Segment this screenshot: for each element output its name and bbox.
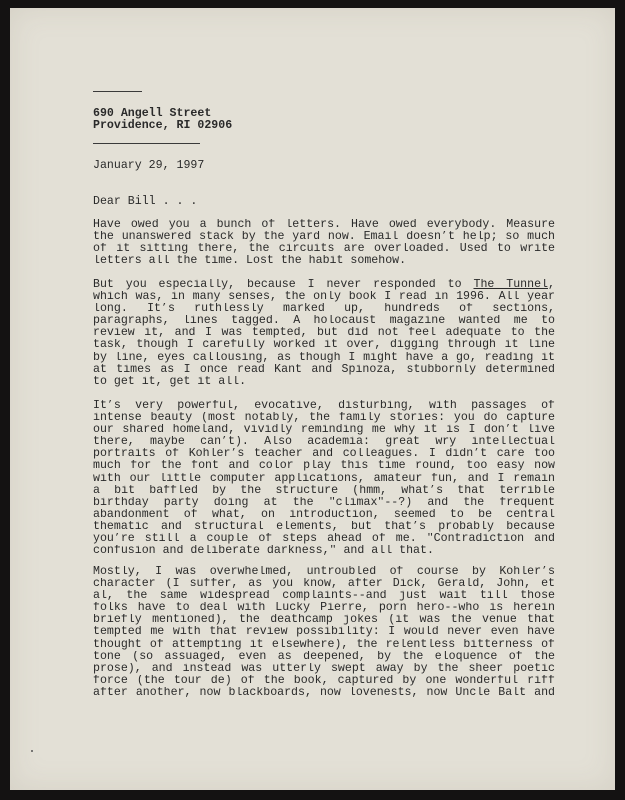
address-city: Providence, RI 02906 — [93, 119, 233, 132]
paragraph-line: character (I suffer, as you know, after Dick, Gerald, John, et — [93, 578, 555, 591]
paragraph-line: to get it, get it all. — [93, 375, 247, 388]
paragraph-line: you’re still a couple of steps ahead of me. "Contradiction and — [93, 533, 555, 546]
paragraph-line: briefly mentioned), the deathcamp jokes (it was the venue that — [93, 614, 555, 627]
book-title: The Tunnel — [473, 279, 549, 291]
paragraph-line: It’s very powerful, evocative, disturbing, with passages of — [93, 400, 555, 412]
paragraph-line: abandonment of what, on introduction, seemed to be central — [93, 508, 555, 521]
paragraph-line: folks have to deal with Lucky Pierre, porn hero--who is herein — [93, 602, 555, 615]
paragraph-line: Have owed you a bunch of letters. Have owed everybody. Measure — [93, 219, 555, 231]
paragraph-line: letters all the time. Lost the habit somehow. — [93, 255, 407, 268]
paragraph-line: at times as I once read Kant and Spinoza, stubbornly determined — [93, 363, 555, 376]
paragraph-line: our shared homeland, vividly reminding me why it is I don’t live — [93, 424, 555, 437]
paragraph-line: al, the same widespread complaints--and just wait till those — [93, 590, 555, 603]
paragraph-line: which was, in many senses, the only book I read in 1996. All year — [93, 291, 555, 304]
paragraph-line: birthday party doing at the "climax"--?) and the frequent — [93, 496, 555, 509]
paragraph-line: prose), and instead was utterly swept away by the sheer poetic — [93, 662, 555, 675]
paragraph-line: a bit baffled by the structure (hmm, what’s that terrible — [93, 484, 555, 497]
paragraph-3 — [93, 400, 555, 557]
paragraph-1 — [93, 219, 555, 267]
paragraph-text: , — [548, 279, 555, 291]
paragraph-text: But you especially, because I never responded to — [93, 279, 462, 291]
paragraph-line: thematic and structural elements, but that’s probably because — [93, 520, 555, 533]
paragraph-line: tempted me with that review possibility: I would never even have — [93, 626, 555, 639]
letter-page — [10, 8, 615, 790]
paragraph-line: long. It’s ruthlessly marked up, hundreds of sections, — [93, 303, 555, 316]
paragraph-line: tone (so assuaged, even as deepened, by the eloquence of the — [93, 650, 555, 663]
paragraph-line: force (the tour de) of the book, captured by one wonderful riff — [93, 674, 555, 687]
paragraph-line: confusion and deliberate darkness," and all that. — [93, 545, 434, 558]
paragraph-line: after another, now blackboards, now lovenests, now Uncle Balt and — [93, 686, 555, 699]
top-rule — [93, 91, 142, 92]
paragraph-line: paragraphs, lines tagged. A holocaust magazine wanted me to — [93, 315, 555, 328]
paragraph-4 — [93, 566, 555, 699]
paragraph-line-with-title — [93, 279, 555, 291]
paragraph-line: intense beauty (most notably, the family stories: you do capture — [93, 412, 555, 425]
address-rule — [93, 143, 200, 144]
paragraph-line: with our little computer applications, amateur fun, and I remain — [93, 472, 555, 485]
paragraph-line: by line, eyes callousing, as though I might have a go, reading it — [93, 351, 555, 364]
paragraph-line: there, maybe can’t). Also academia: great wry intellectual — [93, 436, 555, 449]
paragraph-line: task, though I carefully worked it over, digging through it line — [93, 339, 555, 352]
paragraph-line: Mostly, I was overwhelmed, untroubled of course by Kohler’s — [93, 566, 555, 578]
letter-date: January 29, 1997 — [93, 159, 205, 172]
paragraph-line: thought of attempting it elsewhere), the relentless bitterness of — [93, 638, 555, 651]
paper-speck — [31, 750, 33, 752]
paragraph-line: review it, and I was tempted, but did not feel adequate to the — [93, 327, 555, 340]
paragraph-line: of it sitting there, the circuits are overloaded. Used to write — [93, 243, 555, 256]
paragraph-line: much for the font and color play this time round, too easy now — [93, 460, 555, 473]
paragraph-line: the unanswered stack by the yard now. Email doesn’t help; so much — [93, 231, 555, 244]
paragraph-line: portraits of Kohler’s teacher and colleagues. I didn’t care too — [93, 448, 555, 461]
address-street: 690 Angell Street — [93, 107, 212, 120]
paragraph-2 — [93, 279, 555, 388]
salutation: Dear Bill . . . — [93, 195, 198, 208]
